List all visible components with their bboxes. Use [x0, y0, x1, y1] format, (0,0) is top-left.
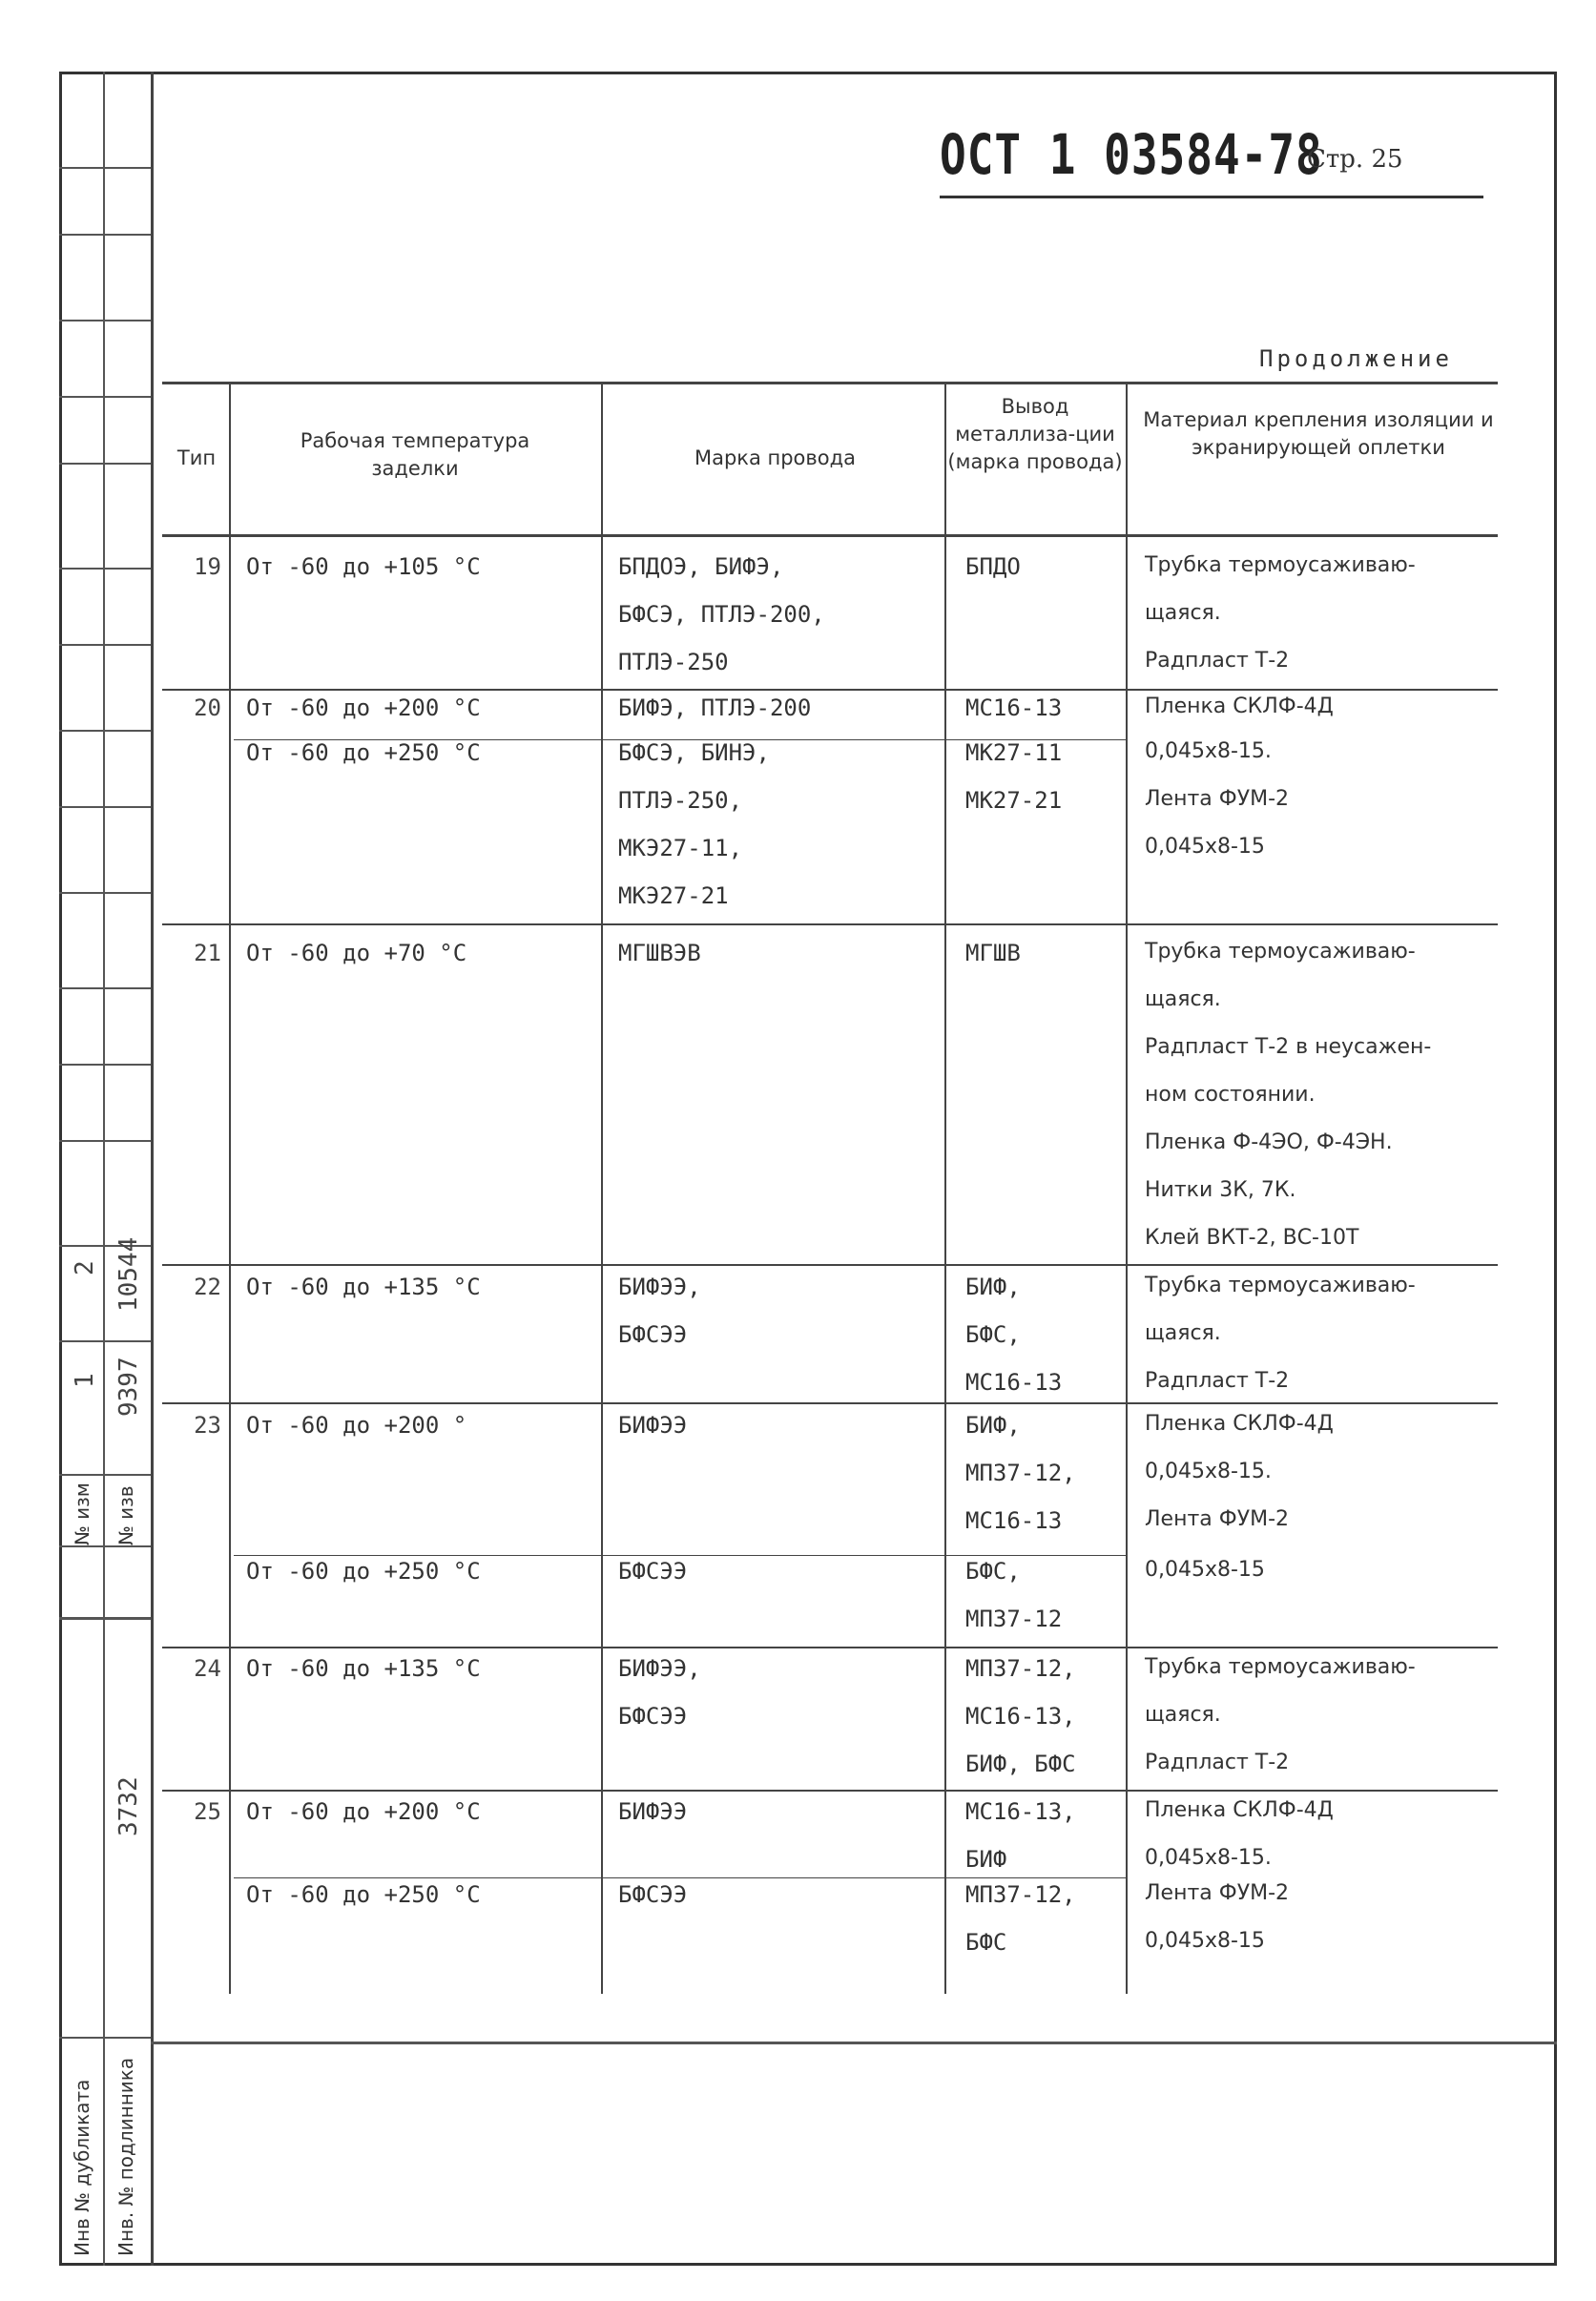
row-wire: БИФЭЭ	[618, 1412, 688, 1439]
row-type: 21	[194, 940, 221, 966]
izv-1: 9397	[114, 1357, 143, 1417]
row-type: 22	[194, 1274, 221, 1300]
margin-rule	[59, 1064, 151, 1066]
row-material: 0,045х8-15	[1145, 835, 1265, 859]
subrow-rule	[234, 1877, 1126, 1878]
row-output: БФС,	[965, 1321, 1021, 1348]
row-rule	[162, 1790, 1498, 1792]
row-temperature: От -60 до +200 °С	[246, 694, 481, 721]
row-material: щаяся.	[1145, 987, 1221, 1011]
margin-stamp	[59, 72, 151, 2266]
inv-podl-label: Инв. № подлинника	[114, 2057, 137, 2256]
row-output: БПДО	[965, 553, 1021, 580]
row-output: БИФ	[965, 1846, 1007, 1873]
row-material: Радпласт Т-2	[1145, 649, 1290, 673]
row-material: Трубка термоусаживаю-	[1145, 1655, 1416, 1679]
page-number: Стр. 25	[1307, 145, 1403, 174]
inv-podl-value: 3732	[114, 1776, 143, 1836]
row-material: Радпласт Т-2 в неусажен-	[1145, 1035, 1432, 1059]
margin-rule	[59, 167, 151, 169]
row-output: МС16-13	[965, 1507, 1063, 1534]
row-wire: БФСЭ, ПТЛЭ-200,	[618, 601, 825, 628]
row-output: МК27-11	[965, 739, 1063, 766]
row-material: Радпласт Т-2	[1145, 1369, 1290, 1393]
margin-rule	[59, 1140, 151, 1142]
standard-number: ОСТ 1 03584-78	[940, 122, 1323, 187]
row-material: 0,045х8-15	[1145, 1558, 1265, 1582]
row-type: 24	[194, 1655, 221, 1682]
row-wire: БПДОЭ, БИФЭ,	[618, 553, 784, 580]
row-output: БИФ, БФС	[965, 1751, 1076, 1777]
row-material: Пленка СКЛФ-4Д	[1145, 1798, 1334, 1822]
row-wire: ПТЛЭ-250	[618, 649, 729, 675]
row-material: ном состоянии.	[1145, 1083, 1316, 1107]
row-temperature: От -60 до +200 °С	[246, 1798, 481, 1825]
margin-rule	[59, 806, 151, 808]
row-wire: МКЭ27-11,	[618, 835, 743, 861]
row-output: МК27-21	[965, 787, 1063, 814]
header-bottom-rule	[162, 534, 1498, 537]
row-output: МС16-13	[965, 1369, 1063, 1396]
margin-rule	[59, 568, 151, 570]
row-output: МГШВ	[965, 940, 1021, 966]
row-output: МП37-12,	[965, 1881, 1076, 1908]
row-wire: БФСЭ, БИНЭ,	[618, 739, 770, 766]
row-output: БФС	[965, 1929, 1007, 1956]
margin-rule	[59, 2037, 151, 2039]
izv-2: 10544	[114, 1236, 143, 1312]
row-temperature: От -60 до +105 °С	[246, 553, 481, 580]
row-wire: БФСЭЭ	[618, 1881, 688, 1908]
row-material: Радпласт Т-2	[1145, 1751, 1290, 1774]
row-wire: БИФЭЭ,	[618, 1655, 701, 1682]
row-wire: БФСЭЭ	[618, 1558, 688, 1585]
margin-divider	[103, 72, 105, 2266]
margin-rule	[59, 234, 151, 236]
table-top-rule	[162, 382, 1498, 384]
row-output: МС16-13,	[965, 1703, 1076, 1730]
row-rule	[162, 1402, 1498, 1404]
row-temperature: От -60 до +250 °С	[246, 739, 481, 766]
margin-rule	[59, 463, 151, 465]
footer-rule	[151, 2042, 1557, 2044]
row-material: Клей ВКТ-2, ВС-10Т	[1145, 1226, 1359, 1250]
row-output: МП37-12,	[965, 1460, 1076, 1486]
row-material: Нитки 3К, 7К.	[1145, 1178, 1296, 1202]
row-material: Трубка термоусаживаю-	[1145, 553, 1416, 577]
izm-label: № изм	[71, 1482, 93, 1545]
row-temperature: От -60 до +200 °	[246, 1412, 467, 1439]
izm-1: 1	[71, 1373, 99, 1388]
row-wire: БФСЭЭ	[618, 1703, 688, 1730]
col-header-wire: Марка провода	[694, 446, 857, 469]
row-material: Пленка СКЛФ-4Д	[1145, 1412, 1334, 1436]
inv-dubl-label: Инв № дубликата	[71, 2079, 93, 2256]
row-material: Трубка термоусаживаю-	[1145, 1274, 1416, 1297]
row-material: Лента ФУМ-2	[1145, 1881, 1290, 1905]
row-type: 19	[194, 553, 221, 580]
row-rule	[162, 1647, 1498, 1648]
margin-rule	[59, 892, 151, 894]
margin-rule	[59, 1340, 151, 1342]
row-material: щаяся.	[1145, 1703, 1221, 1727]
row-output: МС16-13	[965, 694, 1063, 721]
row-output: БИФ,	[965, 1412, 1021, 1439]
izv-label: № изв	[114, 1485, 137, 1545]
continuation-label: Продолжение	[1259, 345, 1453, 372]
row-wire: МКЭ27-21	[618, 882, 729, 909]
margin-rule	[59, 1474, 151, 1476]
row-type: 23	[194, 1412, 221, 1439]
margin-rule	[59, 1617, 151, 1620]
margin-rule	[59, 396, 151, 398]
margin-rule	[59, 730, 151, 732]
subrow-rule	[234, 1555, 1126, 1556]
row-wire: БФСЭЭ	[618, 1321, 688, 1348]
col-divider-output	[1126, 382, 1128, 1994]
margin-rule	[59, 1545, 151, 1547]
standard-underline	[940, 196, 1483, 198]
row-material: щаяся.	[1145, 601, 1221, 625]
margin-rule	[59, 987, 151, 989]
row-temperature: От -60 до +250 °С	[246, 1558, 481, 1585]
izm-2: 2	[71, 1260, 99, 1275]
col-header-material: Материал крепления изоляции и экранирующей оплетки	[1143, 408, 1494, 459]
row-material: Пленка СКЛФ-4Д	[1145, 694, 1334, 718]
col-header-output: Вывод металлиза-ции (марка провода)	[947, 395, 1123, 473]
row-output: БИФ,	[965, 1274, 1021, 1300]
row-temperature: От -60 до +135 °С	[246, 1655, 481, 1682]
col-header-temperature: Рабочая температура заделки	[300, 429, 530, 480]
col-divider-wire	[944, 382, 946, 1994]
row-rule	[162, 689, 1498, 691]
row-material: 0,045х8-15.	[1145, 1460, 1272, 1483]
row-output: БФС,	[965, 1558, 1021, 1585]
row-rule	[162, 923, 1498, 925]
row-material: 0,045х8-15.	[1145, 739, 1272, 763]
row-material: щаяся.	[1145, 1321, 1221, 1345]
content-frame	[151, 72, 1557, 2266]
row-type: 20	[194, 694, 221, 721]
row-wire: ПТЛЭ-250,	[618, 787, 743, 814]
row-material: Трубка термоусаживаю-	[1145, 940, 1416, 964]
row-rule	[162, 1264, 1498, 1266]
row-material: Лента ФУМ-2	[1145, 787, 1290, 811]
row-material: Лента ФУМ-2	[1145, 1507, 1290, 1531]
row-output: МП37-12,	[965, 1655, 1076, 1682]
row-output: МП37-12	[965, 1606, 1063, 1632]
row-wire: БИФЭ, ПТЛЭ-200	[618, 694, 812, 721]
margin-rule	[59, 320, 151, 321]
margin-rule	[59, 644, 151, 646]
row-wire: МГШВЭВ	[618, 940, 701, 966]
row-wire: БИФЭЭ	[618, 1798, 688, 1825]
row-material: Пленка Ф-4ЭО, Ф-4ЭН.	[1145, 1130, 1393, 1154]
col-divider-type	[229, 382, 231, 1994]
col-header-type: Тип	[176, 446, 217, 469]
col-divider-temp	[601, 382, 603, 1994]
row-temperature: От -60 до +135 °С	[246, 1274, 481, 1300]
row-material: 0,045х8-15	[1145, 1929, 1265, 1953]
row-material: 0,045х8-15.	[1145, 1846, 1272, 1870]
row-temperature: От -60 до +70 °С	[246, 940, 467, 966]
row-wire: БИФЭЭ,	[618, 1274, 701, 1300]
row-type: 25	[194, 1798, 221, 1825]
row-temperature: От -60 до +250 °С	[246, 1881, 481, 1908]
row-output: МС16-13,	[965, 1798, 1076, 1825]
